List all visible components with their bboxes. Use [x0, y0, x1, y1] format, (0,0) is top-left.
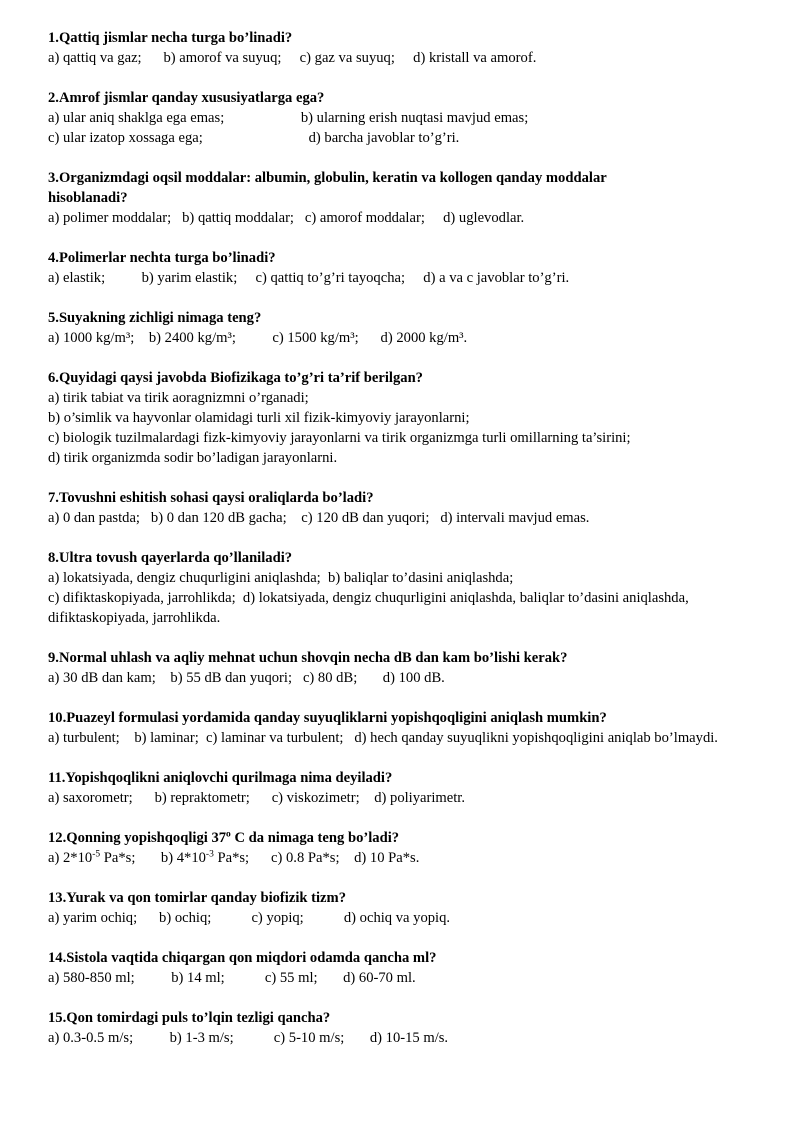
answer-option-d: d) tirik organizmda sodir bo’ladigan jarayonlarni. [48, 450, 338, 466]
question-title: 2.Amrof jismlar qanday xususiyatlarga ega? [48, 90, 325, 106]
answer-text: Pa*s; b) 4*10 [100, 850, 206, 866]
question-title: 5.Suyakning zichligi nimaga teng? [48, 310, 262, 326]
question-11 [48, 768, 760, 808]
answer-options: a) 1000 kg/m³; b) 2400 kg/m³; c) 1500 kg/m³; d) 2000 kg/m³. [48, 330, 468, 346]
question-title: 13.Yurak va qon tomirlar qanday biofizik tizm? [48, 890, 346, 906]
question-8 [48, 548, 760, 628]
answer-options: a) 30 dB dan kam; b) 55 dB dan yuqori; c) 80 dB; d) 100 dB. [48, 670, 445, 686]
question-5 [48, 308, 760, 348]
answer-options: a) 580-850 ml; b) 14 ml; c) 55 ml; d) 60-70 ml. [48, 970, 416, 986]
answer-option-c: c) biologik tuzilmalardagi fizk-kimyoviy jarayonlarni va tirik organizmga turli omillarning ta’sirini; [48, 430, 631, 446]
answer-options: a) saxorometr; b) repraktometr; c) viskozimetr; d) poliyarimetr. [48, 790, 466, 806]
question-title: 10.Puazeyl formulasi yordamida qanday suyuqliklarni yopishqoqligini aniqlash mumkin? [48, 710, 607, 726]
answer-options: a) 0.3-0.5 m/s; b) 1-3 m/s; c) 5-10 m/s; d) 10-15 m/s. [48, 1030, 449, 1046]
answer-options: a) ular aniq shaklga ega emas; b) ularning erish nuqtasi mavjud emas; [48, 110, 529, 126]
question-7 [48, 488, 760, 528]
question-title: 3.Organizmdagi oqsil moddalar: albumin, globulin, keratin va kollogen qanday moddalar hisoblanadi? [48, 170, 611, 206]
question-1 [48, 28, 760, 68]
question-4 [48, 248, 760, 288]
answer-options: a) qattiq va gaz; b) amorof va suyuq; c) gaz va suyuq; d) kristall va amorof. [48, 50, 537, 66]
question-title: 1.Qattiq jismlar necha turga bo’linadi? [48, 30, 293, 46]
answer-options: c) ular izatop xossaga ega; d) barcha javoblar to’g’ri. [48, 130, 460, 146]
question-10 [48, 708, 760, 748]
question-2 [48, 88, 760, 148]
question-title: 7.Tovushni eshitish sohasi qaysi oraliqlarda bo’ladi? [48, 490, 374, 506]
answer-text: Pa*s; c) 0.8 Pa*s; d) 10 Pa*s. [213, 850, 420, 866]
question-title: 15.Qon tomirdagi puls to’lqin tezligi qancha? [48, 1010, 331, 1026]
question-3 [48, 168, 760, 228]
question-title: 6.Quyidagi qaysi javobda Biofizikaga to’g’ri ta’rif berilgan? [48, 370, 423, 386]
question-13 [48, 888, 760, 928]
question-title-text: C da nimaga teng bo’ladi? [230, 830, 400, 846]
question-title: 4.Polimerlar nechta turga bo’linadi? [48, 250, 276, 266]
answer-options: a) 0 dan pastda; b) 0 dan 120 dB gacha; c) 120 dB dan yuqori; d) intervali mavjud emas. [48, 510, 590, 526]
answer-text: a) 2*10 [48, 850, 93, 866]
question-title: 8.Ultra tovush qayerlarda qo’llaniladi? [48, 550, 293, 566]
answer-options: a) lokatsiyada, dengiz chuqurligini aniqlashda; b) baliqlar to’dasini aniqlashda; [48, 570, 514, 586]
answer-option-b: b) o’simlik va hayvonlar olamidagi turli xil fizik-kimyoviy jarayonlarni; [48, 410, 470, 426]
question-title-text: 12.Qonning yopishqoqligi 37 [48, 830, 227, 846]
exponent: -3 [205, 849, 214, 860]
answer-options [48, 848, 760, 868]
answer-options: a) yarim ochiq; b) ochiq; c) yopiq; d) ochiq va yopiq. [48, 910, 451, 926]
exponent: -5 [92, 849, 101, 860]
question-15 [48, 1008, 760, 1048]
question-9 [48, 648, 760, 688]
question-title: 14.Sistola vaqtida chiqargan qon miqdori odamda qancha ml? [48, 950, 437, 966]
answer-options: a) elastik; b) yarim elastik; c) qattiq to’g’ri tayoqcha; d) a va c javoblar to’g’ri. [48, 270, 570, 286]
question-title: 9.Normal uhlash va aqliy mehnat uchun shovqin necha dB dan kam bo’lishi kerak? [48, 650, 568, 666]
answer-options: a) turbulent; b) laminar; c) laminar va turbulent; d) hech qanday suyuqlikni yopishqoqligini aniqlab bo’lmaydi. [48, 730, 718, 746]
degree-superscript: o [226, 829, 231, 840]
answer-option-a: a) tirik tabiat va tirik aoragnizmni o’rganadi; [48, 390, 309, 406]
answer-options: c) difiktaskopiyada, jarrohlikda; d) lokatsiyada, dengiz chuqurligini aniqlashda, baliqlar to’dasini aniqlashda, difiktaskopiyada, jarrohlikda. [48, 590, 693, 626]
question-title [48, 828, 760, 848]
answer-options: a) polimer moddalar; b) qattiq moddalar; c) amorof moddalar; d) uglevodlar. [48, 210, 525, 226]
question-6 [48, 368, 760, 468]
question-12 [48, 828, 760, 868]
question-title: 11.Yopishqoqlikni aniqlovchi qurilmaga nima deyiladi? [48, 770, 393, 786]
question-14 [48, 948, 760, 988]
